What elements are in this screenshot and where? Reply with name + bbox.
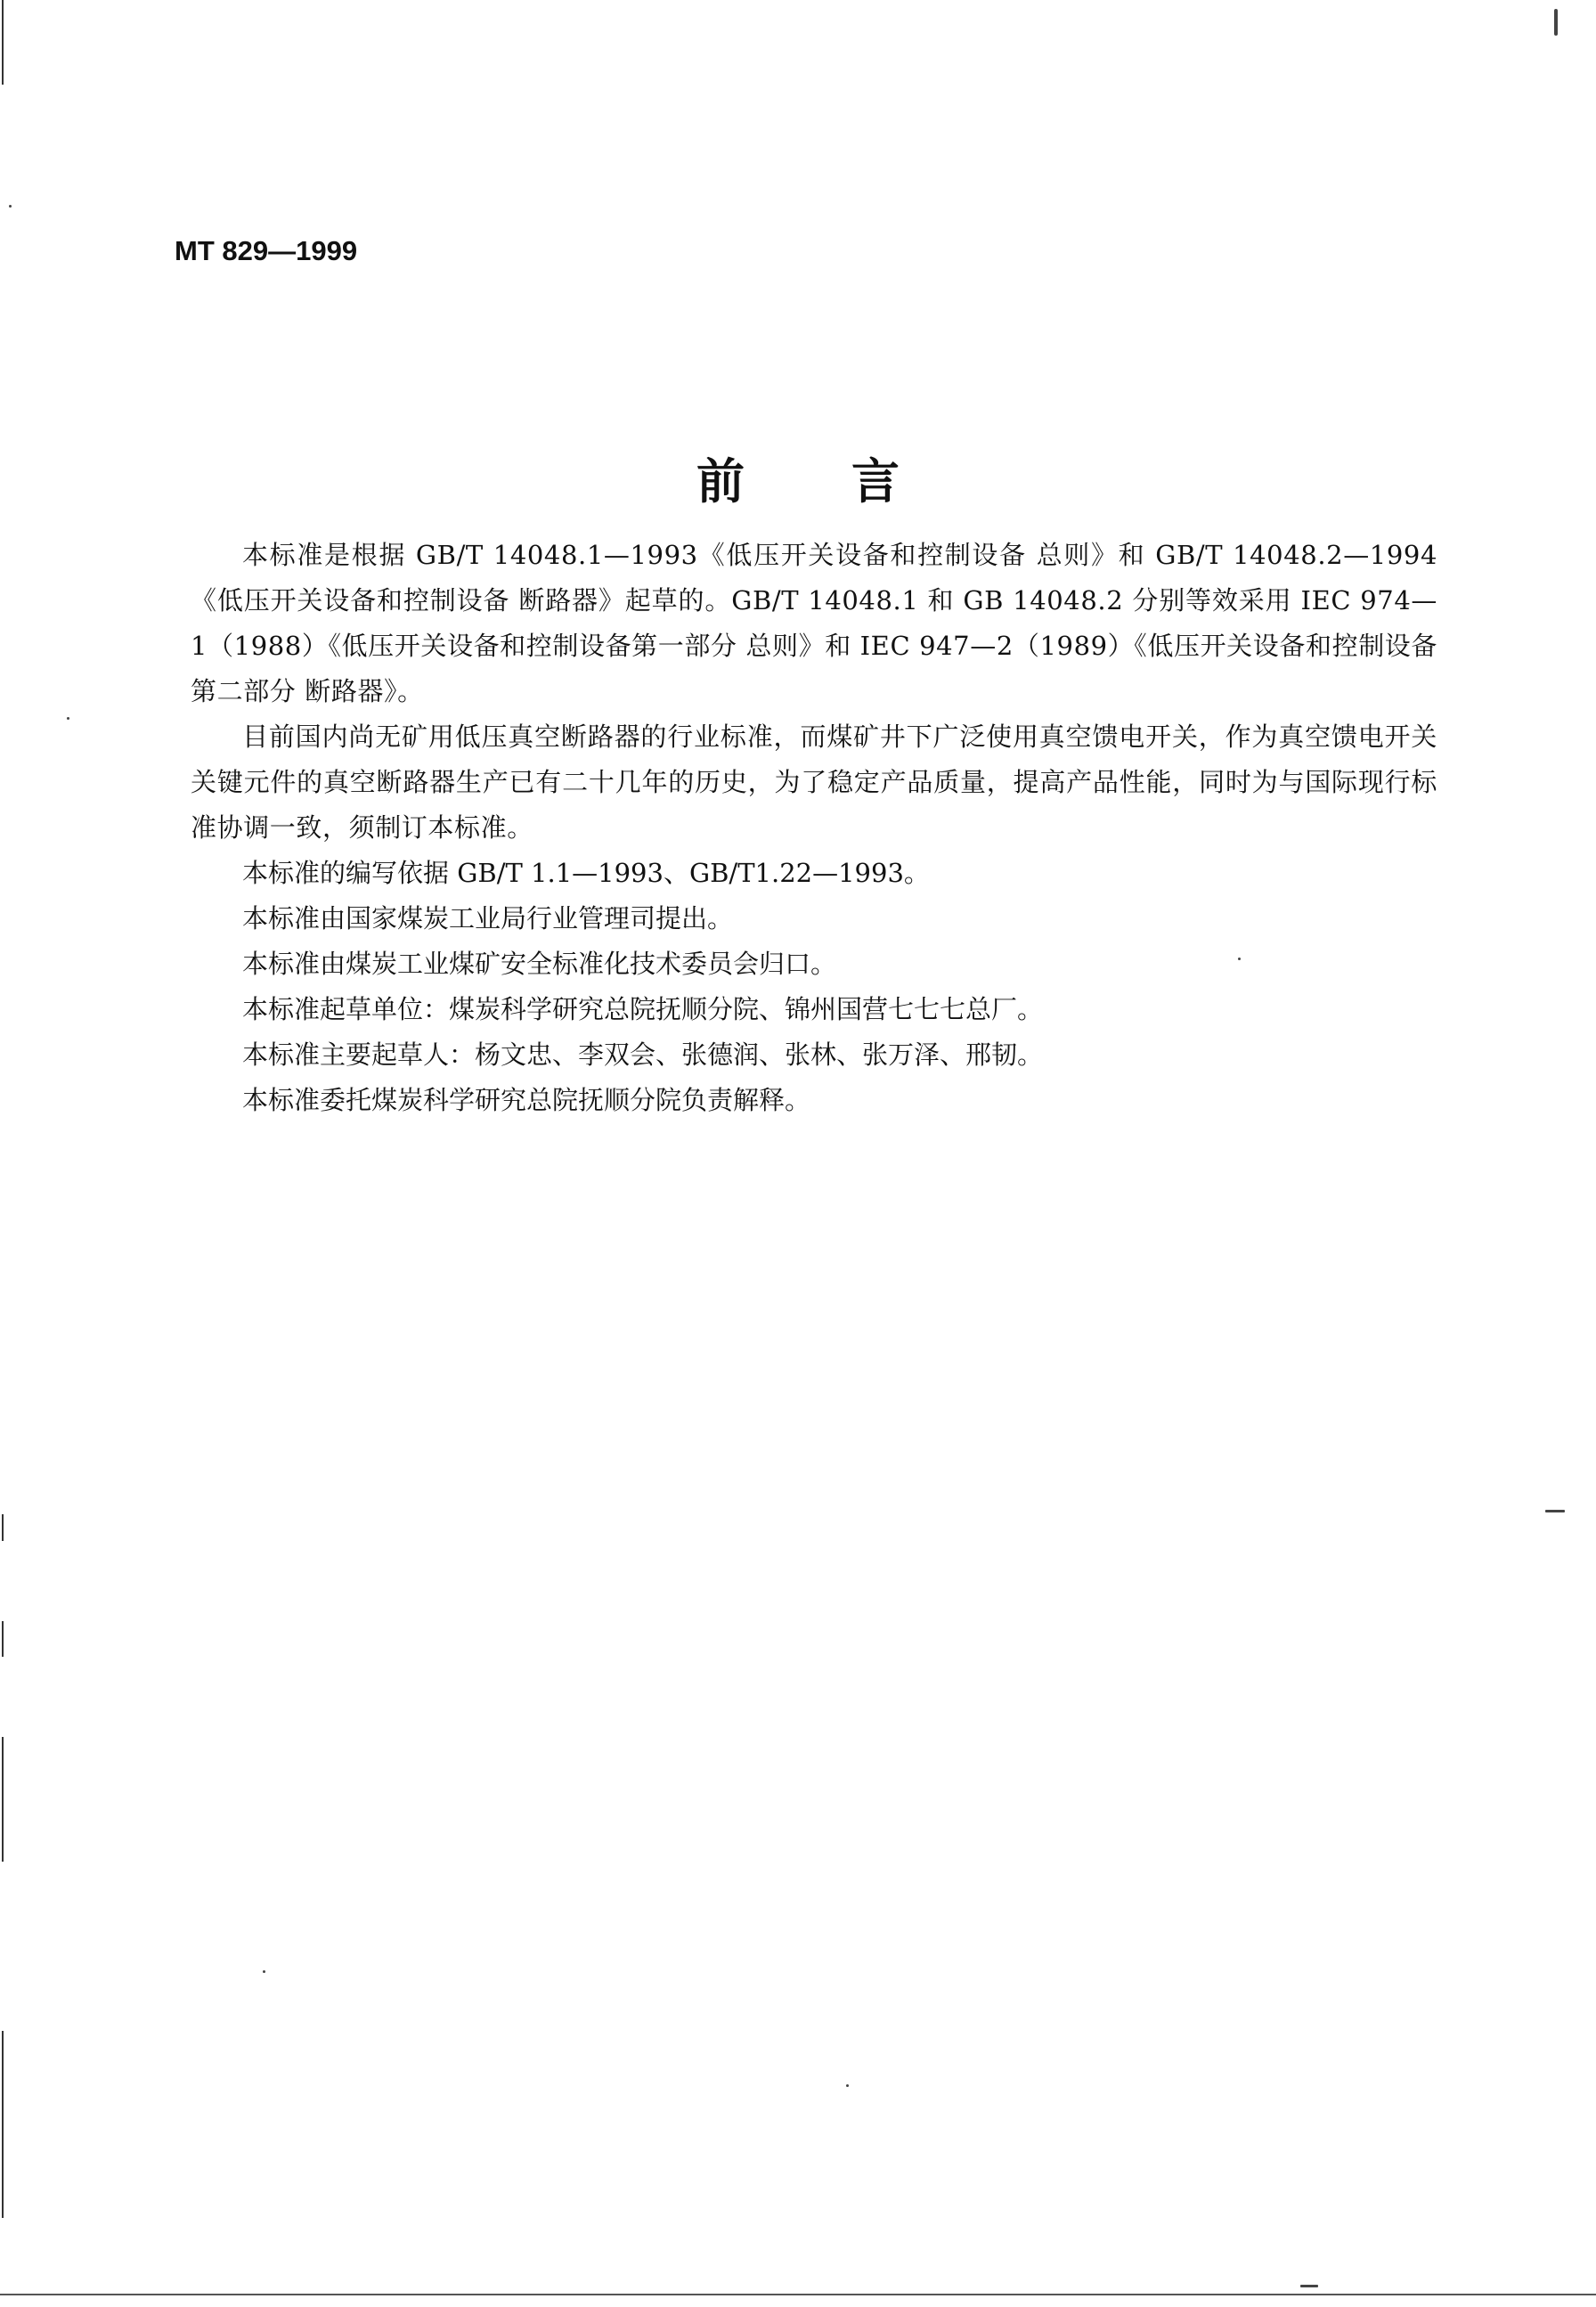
document-code: MT 829—1999 (175, 235, 358, 266)
scan-speck (846, 2084, 849, 2087)
line-centralized-by: 本标准由煤炭工业煤矿安全标准化技术委员会归口。 (242, 949, 837, 979)
title-char-2: 言 (851, 453, 900, 509)
scan-speck (1554, 9, 1558, 36)
line-drafting-units: 本标准起草单位：煤炭科学研究总院抚顺分院、锦州国营七七七总厂。 (242, 994, 1044, 1024)
scan-speck (9, 205, 12, 208)
scan-speck (1300, 2285, 1318, 2287)
line-main-drafters: 本标准主要起草人：杨文忠、李双会、张德润、张林、张万泽、邢韧。 (242, 1039, 1044, 1070)
line-proposed-by: 本标准由国家煤炭工业局行业管理司提出。 (242, 903, 734, 933)
scan-margin-mark (2, 0, 4, 85)
scan-bottom-line (0, 2294, 1596, 2295)
scan-speck (1545, 1510, 1565, 1512)
scan-speck (67, 717, 69, 720)
scan-margin-mark (2, 1514, 4, 1541)
page-title (0, 444, 1596, 512)
line-drafting-basis: 本标准的编写依据 GB/T 1.1—1993、GB/T1.22—1993。 (242, 858, 930, 888)
title-char-1: 前 (696, 453, 745, 509)
line-interpretation: 本标准委托煤炭科学研究总院抚顺分院负责解释。 (242, 1085, 811, 1115)
foreword-body (191, 533, 1437, 1123)
scan-margin-mark (2, 2031, 4, 2218)
scan-margin-mark (2, 1737, 4, 1862)
paragraph-basis: 本标准是根据 GB/T 14048.1—1993《低压开关设备和控制设备 总则》和 GB/T 14048.2—1994《低压开关设备和控制设备 断路器》起草的。GB/T 14048.1 和 GB 14048.2 分别等效采用 IEC 974—1（1988）《低压开关设备和控制设备第一部分 总则》和 IEC 947—2（1989）《低压开关设备和控制设备 第二部分 断路器》。 (191, 540, 1437, 706)
scan-speck (263, 1970, 265, 1973)
paragraph-background: 目前国内尚无矿用低压真空断路器的行业标准，而煤矿井下广泛使用真空馈电开关，作为真空馈电开关关键元件的真空断路器生产已有二十几年的历史，为了稳定产品质量，提高产品性能，同时为与国际现行标准协调一致，须制订本标准。 (191, 721, 1437, 843)
scan-margin-mark (2, 1621, 4, 1657)
